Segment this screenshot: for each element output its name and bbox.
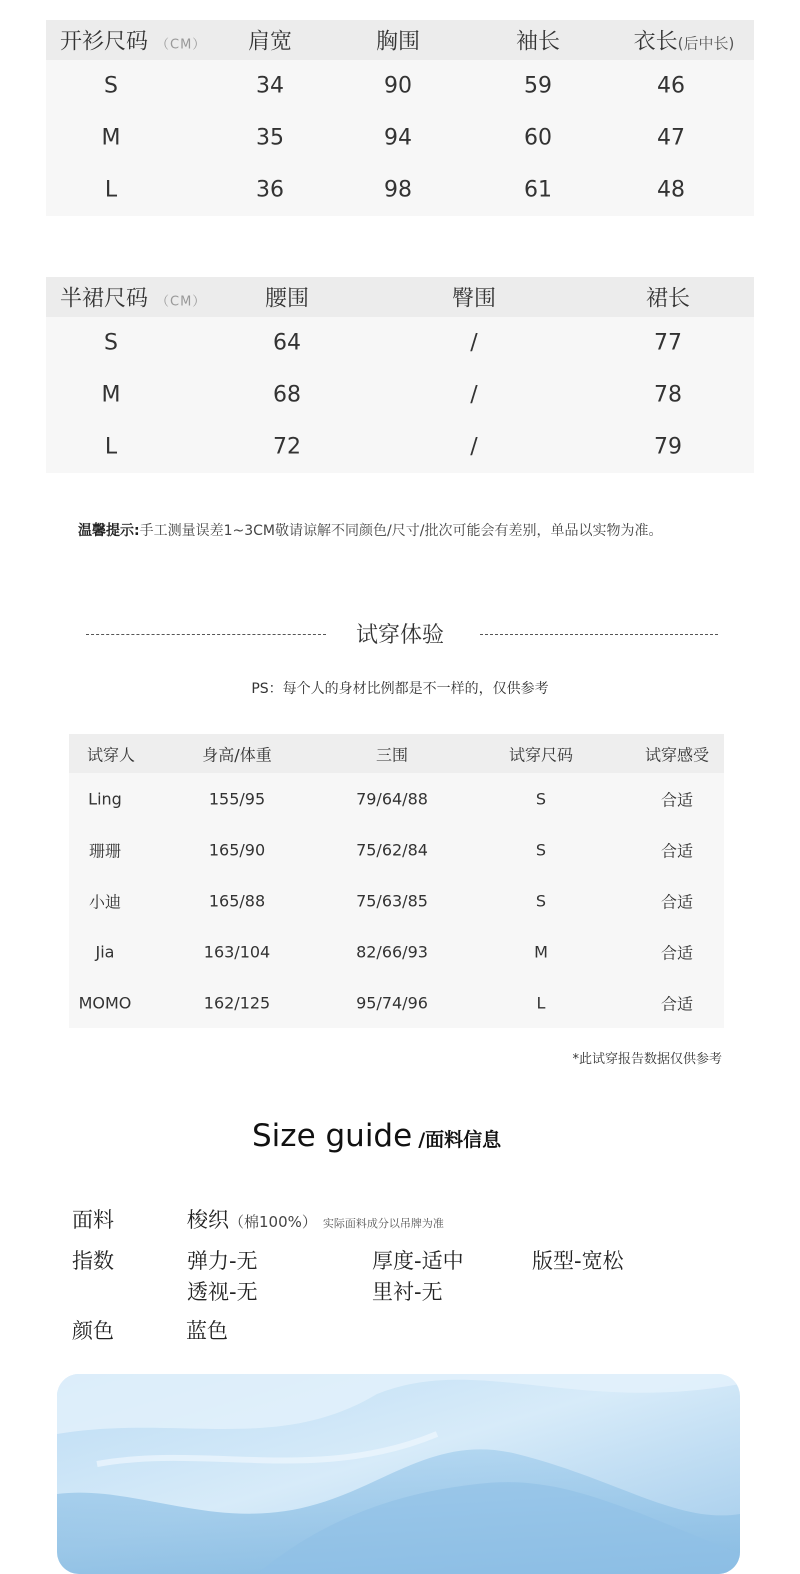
index-thickness: 厚度-适中	[372, 1249, 464, 1273]
trial-size-cell: S	[535, 891, 547, 910]
trial-feeling-cell: 合适	[660, 790, 694, 809]
value-cell: 79	[654, 434, 682, 460]
size-guide-title-cn: /面料信息	[418, 1129, 502, 1151]
header-chest: 胸围	[375, 29, 421, 55]
trial-ps-note: PS：每个人的身材比例都是不一样的，仅供参考	[251, 681, 549, 697]
header-length	[634, 25, 735, 56]
value-cell: /	[470, 434, 478, 460]
trial-size-cell: M	[534, 942, 548, 961]
trial-row	[69, 977, 724, 1028]
cardigan-unit: （CM）	[156, 37, 207, 53]
skirt-row-s	[46, 317, 754, 369]
value-cell: 61	[524, 177, 552, 203]
trial-row	[69, 926, 724, 977]
skirt-title-text: 半裙尺码	[60, 286, 149, 312]
trial-person-cell: MOMO	[78, 993, 132, 1012]
trial-feeling-cell: 合适	[660, 994, 694, 1013]
header-hip: 臀围	[451, 286, 497, 312]
cardigan-size-table	[46, 20, 754, 216]
size-cell: S	[104, 330, 118, 356]
material-value-text: 梭织	[187, 1208, 229, 1232]
trial-feeling-cell: 合适	[660, 943, 694, 962]
cardigan-row-l	[46, 164, 754, 216]
value-cell: 64	[273, 330, 301, 356]
fabric-color-value: 蓝色	[186, 1319, 228, 1343]
value-cell: 59	[524, 73, 552, 99]
trial-height-weight-cell: 155/95	[208, 789, 266, 808]
value-cell: /	[470, 330, 478, 356]
trial-size-cell: L	[536, 993, 546, 1012]
value-cell: 34	[256, 73, 284, 99]
skirt-table-title	[60, 282, 206, 313]
size-cell: L	[104, 177, 118, 203]
trial-person-cell: 小迪	[88, 892, 122, 911]
cardigan-row-s	[46, 60, 754, 112]
index-transparency: 透视-无	[187, 1280, 258, 1304]
trial-feeling-cell: 合适	[660, 892, 694, 911]
fabric-color-label: 颜色	[72, 1319, 114, 1343]
trial-height-weight-cell: 165/90	[208, 840, 266, 859]
value-cell: 94	[384, 125, 412, 151]
trial-person-cell: Jia	[95, 942, 115, 961]
trial-table-header	[69, 734, 724, 773]
trial-measurements-cell: 79/64/88	[356, 789, 428, 808]
index-elasticity: 弹力-无	[187, 1249, 258, 1273]
trial-size-cell: S	[535, 789, 547, 808]
value-cell: 68	[273, 382, 301, 408]
skirt-table-header	[46, 277, 754, 317]
trial-header-height-weight: 身高/体重	[202, 745, 272, 764]
trial-title: 试穿体验	[355, 623, 445, 648]
cardigan-title-text: 开衫尺码	[60, 29, 149, 55]
header-sleeve: 袖长	[515, 29, 561, 55]
trial-footnote: *此试穿报告数据仅供参考	[572, 1052, 722, 1067]
measurement-notice	[78, 520, 662, 540]
trial-height-weight-cell: 163/104	[203, 942, 271, 961]
fabric-texture	[57, 1374, 740, 1574]
fabric-material-value	[187, 1204, 444, 1234]
trial-height-weight-cell: 165/88	[208, 891, 266, 910]
value-cell: 48	[657, 177, 685, 203]
trial-header-size: 试穿尺码	[508, 745, 574, 764]
notice-text: 手工测量误差1~3CM敬请谅解不同颜色/尺寸/批次可能会有差别，单品以实物为准。	[139, 523, 663, 539]
value-cell: 36	[256, 177, 284, 203]
trial-row	[69, 875, 724, 926]
trial-header-feeling: 试穿感受	[644, 745, 710, 764]
trial-header-person: 试穿人	[86, 745, 136, 764]
size-cell: M	[101, 125, 121, 151]
size-cell: M	[101, 382, 121, 408]
index-lining: 里衬-无	[372, 1280, 443, 1304]
value-cell: /	[470, 382, 478, 408]
skirt-size-table	[46, 277, 754, 473]
value-cell: 78	[654, 382, 682, 408]
size-cell: L	[104, 434, 118, 460]
skirt-row-l	[46, 421, 754, 473]
value-cell: 77	[654, 330, 682, 356]
value-cell: 72	[273, 434, 301, 460]
cardigan-table-header	[46, 20, 754, 60]
header-skirt-length: 裙长	[645, 286, 691, 312]
trial-measurements-cell: 95/74/96	[356, 993, 428, 1012]
cardigan-table-title	[60, 25, 206, 56]
value-cell: 47	[657, 125, 685, 151]
fabric-swatch-image	[57, 1374, 740, 1574]
trial-table	[69, 734, 724, 1028]
trial-size-cell: S	[535, 840, 547, 859]
header-waist: 腰围	[264, 286, 310, 312]
skirt-unit: （CM）	[156, 294, 207, 310]
trial-header-measurements: 三围	[375, 745, 409, 764]
value-cell: 46	[657, 73, 685, 99]
value-cell: 98	[384, 177, 412, 203]
right-dashed-divider	[480, 634, 718, 635]
trial-measurements-cell: 82/66/93	[356, 942, 428, 961]
header-length-note: (后中长)	[677, 34, 735, 53]
size-cell: S	[104, 73, 118, 99]
material-note: 实际面料成分以吊牌为准	[322, 1217, 444, 1230]
skirt-row-m	[46, 369, 754, 421]
trial-feeling-cell: 合适	[660, 841, 694, 860]
trial-row	[69, 824, 724, 875]
value-cell: 90	[384, 73, 412, 99]
size-guide-title-en: Size guide	[252, 1118, 413, 1154]
trial-heading	[0, 618, 800, 650]
trial-measurements-cell: 75/62/84	[356, 840, 428, 859]
fabric-index-label: 指数	[72, 1249, 114, 1273]
value-cell: 60	[524, 125, 552, 151]
size-guide-title	[252, 1118, 501, 1154]
cardigan-row-m	[46, 112, 754, 164]
trial-row	[69, 773, 724, 824]
index-fit: 版型-宽松	[532, 1249, 624, 1273]
trial-person-cell: 珊珊	[88, 841, 122, 860]
left-dashed-divider	[86, 634, 326, 635]
trial-measurements-cell: 75/63/85	[356, 891, 428, 910]
notice-label: 温馨提示:	[78, 523, 140, 539]
fabric-material-label: 面料	[72, 1208, 114, 1232]
material-detail: （棉100%）	[229, 1213, 317, 1231]
trial-person-cell: Ling	[88, 789, 122, 808]
value-cell: 35	[256, 125, 284, 151]
trial-height-weight-cell: 162/125	[203, 993, 271, 1012]
header-shoulder: 肩宽	[247, 29, 293, 55]
header-length-text: 衣长	[633, 29, 678, 55]
